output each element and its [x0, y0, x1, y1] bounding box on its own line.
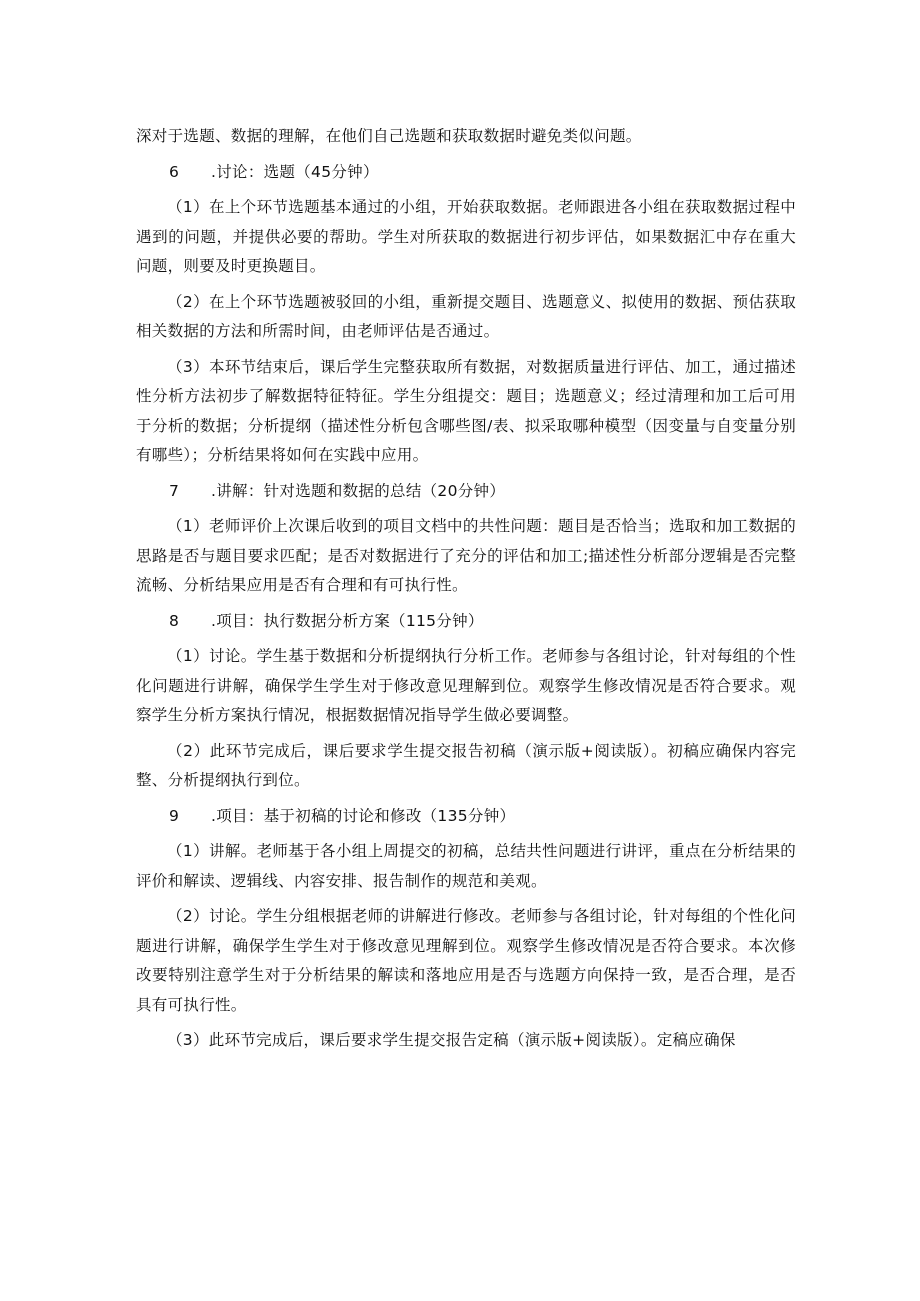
- paragraph: （1）讨论。学生基于数据和分析提纲执行分析工作。老师参与各组讨论，针对每组的个性化问题进行讲解，确保学生学生对于修改意见理解到位。观察学生修改情况是否符合要求。观察学生分析方案执行情况，根据数据情况指导学生做必要调整。: [136, 647, 796, 724]
- section-number: 7: [169, 481, 180, 500]
- section-number: 9: [169, 806, 180, 825]
- section-title: .讲解：针对选题和数据的总结（20分钟）: [211, 481, 506, 500]
- document-body: [136, 122, 796, 1062]
- paragraph: （1）讲解。老师基于各小组上周提交的初稿，总结共性问题进行讲评，重点在分析结果的评价和解读、逻辑线、内容安排、报告制作的规范和美观。: [136, 842, 796, 890]
- paragraph: （1）在上个环节选题基本通过的小组，开始获取数据。老师跟进各小组在获取数据过程中遇到的问题，并提供必要的帮助。学生对所获取的数据进行初步评估，如果数据汇中存在重大问题，则要及时更换题目。: [136, 198, 796, 275]
- paragraph: （2）此环节完成后，课后要求学生提交报告初稿（演示版+阅读版）。初稿应确保内容完整、分析提纲执行到位。: [136, 741, 796, 789]
- section-number: 6: [169, 162, 180, 181]
- section-heading-8: [136, 607, 796, 637]
- section-title: .项目：基于初稿的讨论和修改（135分钟）: [211, 806, 516, 825]
- section-heading-7: [136, 477, 796, 507]
- paragraph: （3）此环节完成后，课后要求学生提交报告定稿（演示版+阅读版）。定稿应确保: [167, 1031, 736, 1049]
- paragraph: （1）老师评价上次课后收到的项目文档中的共性问题：题目是否恰当；选取和加工数据的思路是否与题目要求匹配；是否对数据进行了充分的评估和加工;描述性分析部分逻辑是否完整流畅、分析结果应用是否有合理和有可执行性。: [136, 517, 796, 594]
- section-title: .项目：执行数据分析方案（115分钟）: [211, 611, 484, 630]
- section-number: 8: [169, 611, 180, 630]
- paragraph-continuation: 深对于选题、数据的理解，在他们自己选题和获取数据时避免类似问题。: [136, 127, 642, 145]
- paragraph: （2）讨论。学生分组根据老师的讲解进行修改。老师参与各组讨论，针对每组的个性化问题进行讲解，确保学生学生对于修改意见理解到位。观察学生修改情况是否符合要求。本次修改要特别注意学生对于分析结果的解读和落地应用是否与选题方向保持一致，是否合理，是否具有可执行性。: [136, 907, 796, 1014]
- section-title: .讨论：选题（45分钟）: [211, 162, 379, 181]
- section-heading-6: [136, 158, 796, 188]
- paragraph: （2）在上个环节选题被驳回的小组，重新提交题目、选题意义、拟使用的数据、预估获取相关数据的方法和所需时间，由老师评估是否通过。: [136, 292, 796, 340]
- paragraph: （3）本环节结束后，课后学生完整获取所有数据，对数据质量进行评估、加工，通过描述性分析方法初步了解数据特征特征。学生分组提交：题目；选题意义；经过清理和加工后可用于分析的数据；分析提纲（描述性分析包含哪些图/表、拟采取哪种模型（因变量与自变量分别有哪些）；分析结果将如何在实践中应用。: [136, 357, 796, 464]
- section-heading-9: [136, 802, 796, 832]
